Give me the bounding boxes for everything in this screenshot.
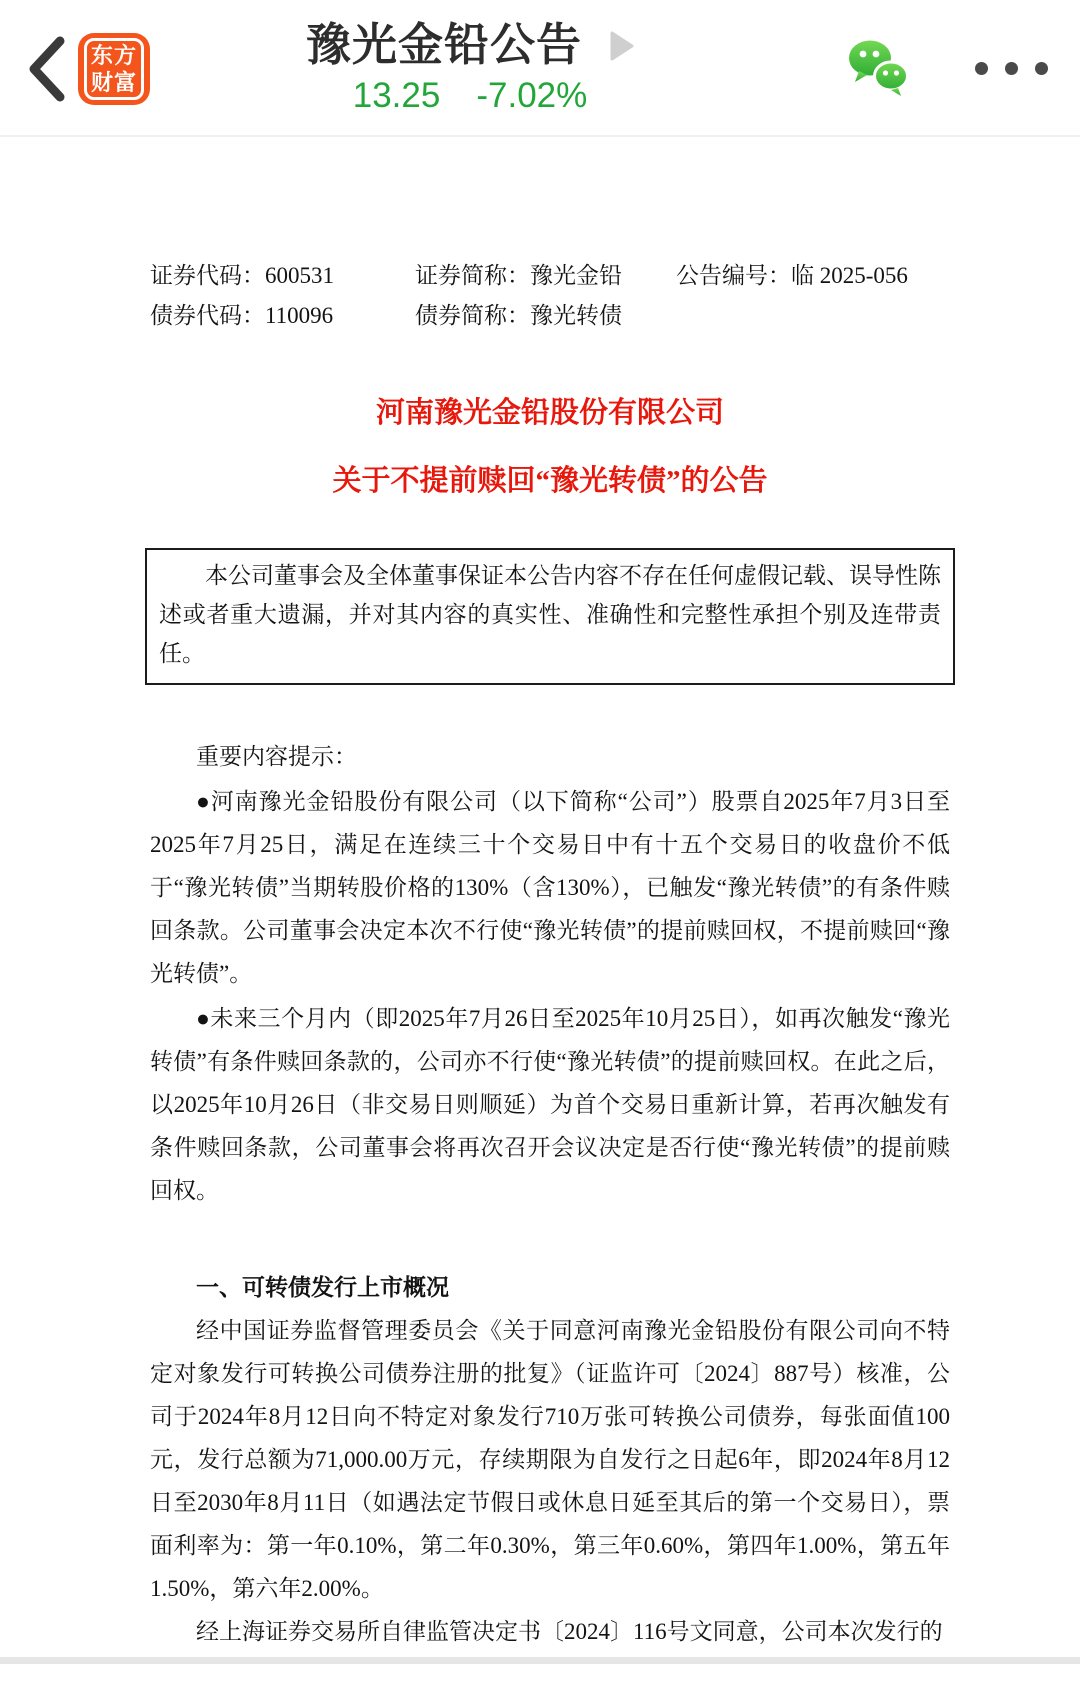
stock-price: 13.25 xyxy=(352,76,441,115)
disclaimer-text: 本公司董事会及全体董事保证本公告内容不存在任何虚假记载、误导性陈述或者重大遗漏，并对其内容的真实性、准确性和完整性承担个别及连带责任。 xyxy=(159,563,941,666)
ellipsis-dot xyxy=(975,62,988,75)
security-code: 证券代码：600531 xyxy=(150,263,334,288)
company-name-title: 河南豫光金铅股份有限公司 xyxy=(375,397,724,429)
bond-name: 债券简称：豫光转债 xyxy=(415,303,622,328)
page-separator xyxy=(0,1657,1080,1664)
page-title: 豫光金铅公告 xyxy=(305,19,582,70)
section-1-paragraph: 经上海证券交易所自律监管决定书〔2024〕116号文同意，公司本次发行的 xyxy=(196,1619,943,1644)
section-1-heading: 一、可转债发行上市概况 xyxy=(196,1275,449,1300)
ellipsis-dot xyxy=(1005,62,1018,75)
bond-code: 债券代码：110096 xyxy=(150,303,334,328)
eastmoney-logo-text: 东方 财富 xyxy=(84,38,144,100)
disclaimer-box xyxy=(145,548,955,685)
section-1-paragraph: 经中国证券监督管理委员会《关于同意河南豫光金铅股份有限公司向不特定对象发行可转换公司债券注册的批复》（证监许可〔2024〕887号）核准，公司于2024年8月12日向不特定对象发行710万张可转换公司债券，每张面值100元，发行总额为71,000.00万元，存续期限为自发行之日起6年，即2024年8月12日至2030年8月11日（如遇法定节假日或休息日延至其后的第一个交易日），票面利率为：第一年0.10%，第二年0.30%，第三年0.60%，第四年1.00%，第五年1.50%，第六年2.00%。 xyxy=(150,1318,951,1601)
ellipsis-dot xyxy=(1035,62,1048,75)
announcement-document xyxy=(0,139,1080,1653)
announcement-title: 关于不提前赎回“豫光转债”的公告 xyxy=(332,465,768,497)
bullet-paragraph: ●未来三个月内（即2025年7月26日至2025年10月25日），如再次触发“豫光转债”有条件赎回条款的，公司亦不行使“豫光转债”的提前赎回权。在此之后，以2025年10月26日（非交易日则顺延）为首个交易日重新计算，若再次触发有条件赎回条款，公司董事会将再次召开会议决定是否行使“豫光转债”的提前赎回权。 xyxy=(150,1006,950,1203)
important-notice-heading: 重要内容提示： xyxy=(196,744,357,769)
meta-row xyxy=(150,256,950,296)
announcement-number: 公告编号：临 2025-056 xyxy=(676,263,908,288)
meta-row xyxy=(150,296,950,336)
app-header xyxy=(0,0,1080,137)
triangle-right-icon[interactable] xyxy=(610,30,634,67)
wechat-share-button[interactable] xyxy=(845,38,913,98)
more-menu-button[interactable] xyxy=(975,62,1048,75)
stock-change: -7.02% xyxy=(476,76,588,115)
wechat-icon xyxy=(845,85,913,102)
security-name: 证券简称：豫光金铅 xyxy=(415,263,622,288)
bullet-paragraph: ●河南豫光金铅股份有限公司（以下简称“公司”）股票自2025年7月3日至2025年7月25日，满足在连续三十个交易日中有十五个交易日的收盘价不低于“豫光转债”当期转股价格的130%（含130%），已触发“豫光转债”的有条件赎回条款。公司董事会决定本次不行使“豫光转债”的提前赎回权，不提前赎回“豫光转债”。 xyxy=(150,789,950,986)
